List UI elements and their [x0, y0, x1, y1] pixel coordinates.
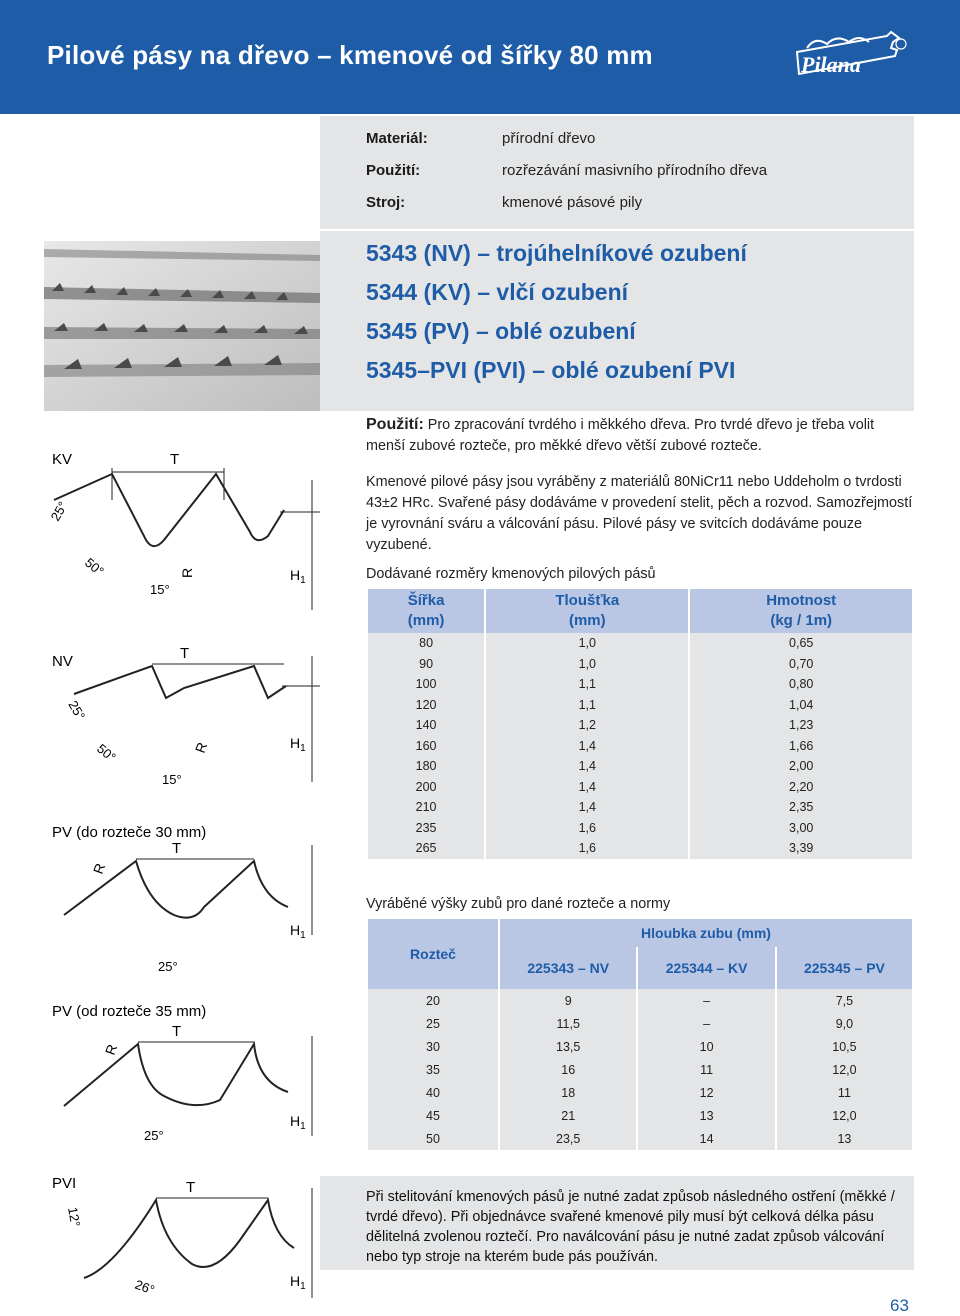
machine-label: Stroj:: [366, 194, 406, 211]
table-cell: 14: [699, 1131, 714, 1146]
material-value: přírodní dřevo: [502, 130, 596, 147]
kv-t-label: T: [170, 451, 180, 468]
table-cell: 3,00: [789, 820, 814, 835]
table-cell: 10: [699, 1039, 714, 1054]
product-line-pv: 5345 (PV) – oblé ozubení: [366, 318, 636, 344]
table-row: [368, 1104, 912, 1127]
table-cell: 3,39: [789, 841, 814, 856]
nv-angle-2: 50°: [94, 740, 119, 765]
usage-label: Použití:: [366, 416, 424, 433]
table-row: [368, 715, 912, 736]
table-cell: 0,80: [789, 677, 814, 692]
dimensions-table: [366, 589, 914, 859]
table-row: [368, 1081, 912, 1104]
table-cell: 25: [426, 1016, 440, 1031]
table1-caption: Dodávané rozměry kmenových pilových pásů: [366, 566, 656, 582]
table-cell: 12: [699, 1085, 714, 1100]
nv-t-label: T: [180, 645, 190, 662]
usage-text: Pro zpracování tvrdého i měkkého dřeva. Pro tvrdé dřevo je třeba volit menší zubové rozteče, pro měkké dřevo větší zubové rozteče.: [366, 417, 875, 454]
description-paragraph: Kmenové pilové pásy jsou vyráběny z materiálů 80NiCr11 nebo Uddeholm o tvrdosti 43±2 HRc. Svařené pásy dodáváme v provedení stelit, pěch a rozvod. Samozřejmostí je vyrovnání sváru a válcování pásu. Pilové pásy ve svitcích dodáváme pouze vyzubené.: [366, 474, 913, 553]
table-cell: 1,04: [789, 697, 814, 712]
table-cell: 13: [837, 1131, 852, 1146]
table-cell: 180: [415, 759, 437, 774]
table-cell: 13: [699, 1108, 714, 1123]
pv30-r-label: R: [89, 861, 109, 877]
table-cell: 1,0: [578, 636, 596, 651]
table-cell: 90: [419, 656, 434, 671]
usage-paragraph: [366, 414, 914, 457]
col-header-width: Šířka (mm): [368, 589, 484, 633]
nv-r-label: R: [191, 740, 211, 756]
table-cell: 35: [426, 1062, 440, 1077]
pv30-tooth-drawing: [44, 815, 320, 985]
table-cell: 1,2: [578, 718, 596, 733]
table-cell: 12,0: [832, 1062, 857, 1077]
table-cell: 10,5: [832, 1039, 857, 1054]
table-cell: 120: [415, 697, 437, 712]
col-header-weight: Hmotnost (kg / 1m): [690, 589, 912, 633]
col-header-thickness: Tloušťka (mm): [486, 589, 688, 633]
product-line-pvi: 5345–PVI (PVI) – oblé ozubení PVI: [366, 357, 736, 383]
table-cell: 20: [426, 993, 440, 1008]
table-row: [368, 818, 912, 839]
kv-r-label: R: [179, 567, 195, 578]
table-cell: 1,1: [578, 697, 596, 712]
table-cell: 30: [426, 1039, 440, 1054]
pv35-r-label: R: [101, 1042, 121, 1058]
note-text: Při stelitování kmenových pásů je nutné zadat způsob následného ostření (měkké / tvrdé dřevo). Při objednávce svařené kmenové pily musí být celková délka pásu dělitelná zvolenou roztečí. Pro naválcování pásu je nutné zadat způsob válcování nebo typ stroje na kterém bude pás používán.: [366, 1189, 895, 1265]
table-row: [368, 1035, 912, 1058]
pv30-angle-1: 25°: [158, 959, 178, 974]
col-header-depth: Hloubka zubu (mm): [500, 919, 912, 947]
table-row: [368, 756, 912, 777]
table-cell: 2,20: [789, 779, 814, 794]
table-cell: 210: [415, 800, 437, 815]
nv-angle-1: 25°: [65, 698, 89, 723]
dimensions-table-body: [368, 633, 912, 859]
table-row: [368, 1127, 912, 1150]
table-cell: 80: [419, 636, 434, 651]
pvi-angle-2: 26°: [132, 1276, 157, 1298]
page-title: Pilové pásy na dřevo – kmenové od šířky 80 mm: [47, 40, 653, 70]
pv35-h-label: $H_1$: [290, 1113, 306, 1132]
table-cell: 2,00: [789, 759, 814, 774]
table-cell: 11,5: [556, 1016, 580, 1031]
table-row: [368, 736, 912, 757]
table2-caption: Vyráběné výšky zubů pro dané rozteče a normy: [366, 896, 671, 912]
pvi-tooth-drawing: [44, 1168, 320, 1308]
kv-angle-3: 15°: [150, 582, 170, 597]
tooth-depth-table-body: [368, 989, 912, 1150]
table-cell: –: [703, 1016, 711, 1031]
table-cell: 1,66: [789, 738, 814, 753]
table-row: [368, 1012, 912, 1035]
table-cell: 1,1: [578, 677, 596, 692]
table-row: [368, 797, 912, 818]
table-cell: 21: [561, 1108, 576, 1123]
logo-text: Pilana: [801, 52, 861, 77]
table-cell: 100: [415, 677, 437, 692]
table-cell: –: [703, 993, 711, 1008]
table-cell: 12,0: [832, 1108, 857, 1123]
pv30-t-label: T: [172, 840, 182, 857]
pv35-angle-1: 25°: [144, 1128, 164, 1143]
tooth-depth-table: [366, 919, 914, 1150]
table-cell: 0,65: [789, 636, 814, 651]
saw-blade-photo: [44, 241, 320, 411]
table-cell: 1,4: [578, 738, 596, 753]
nv-angle-3: 15°: [162, 772, 182, 787]
table-row: [368, 654, 912, 675]
table-cell: 1,23: [789, 718, 814, 733]
kv-h-label: $H_1$: [290, 567, 306, 586]
kv-angle-1: 25°: [47, 498, 71, 524]
pvi-h-label: $H_1$: [290, 1273, 306, 1292]
nv-h-label: $H_1$: [290, 735, 306, 754]
col-header-kv: 225344 – KV: [638, 947, 774, 989]
product-line-kv: 5344 (KV) – vlčí ozubení: [366, 279, 629, 305]
pvi-angle-1: 12°: [65, 1205, 84, 1228]
table-cell: 140: [415, 718, 437, 733]
nv-label: NV: [52, 653, 73, 670]
table-cell: 0,70: [789, 656, 814, 671]
pvi-t-label: T: [186, 1179, 196, 1196]
table-row: [368, 838, 912, 859]
table-cell: 9,0: [835, 1016, 854, 1031]
table-cell: 1,0: [578, 656, 596, 671]
page-number: 63: [890, 1296, 909, 1315]
table-cell: 45: [426, 1108, 440, 1123]
table-cell: 265: [415, 841, 437, 856]
use-label: Použití:: [366, 162, 421, 179]
kv-tooth-drawing: [44, 440, 320, 640]
table-cell: 235: [415, 820, 437, 835]
col-header-pv: 225345 – PV: [777, 947, 912, 989]
table-cell: 1,6: [578, 820, 596, 835]
table-cell: 1,6: [578, 841, 596, 856]
table-row: [368, 633, 912, 654]
pv30-label: PV (do rozteče 30 mm): [52, 824, 207, 841]
material-label: Materiál:: [366, 130, 428, 147]
table-cell: 160: [415, 738, 437, 753]
table-cell: 1,4: [578, 779, 596, 794]
table-row: [368, 1058, 912, 1081]
pv30-h-label: $H_1$: [290, 922, 306, 941]
kv-angle-2: 50°: [82, 554, 107, 579]
col-header-nv: 225343 – NV: [500, 947, 636, 989]
table-row: [368, 695, 912, 716]
table-cell: 1,4: [578, 800, 596, 815]
pvi-label: PVI: [52, 1175, 77, 1192]
use-value: rozřezávání masivního přírodního dřeva: [502, 162, 768, 179]
table-cell: 40: [426, 1085, 440, 1100]
table-cell: 13,5: [556, 1039, 581, 1054]
machine-value: kmenové pásové pily: [502, 194, 643, 211]
table-cell: 2,35: [789, 800, 814, 815]
table-row: [368, 674, 912, 695]
table-cell: 9: [564, 993, 572, 1008]
table-cell: 7,5: [835, 993, 854, 1008]
pv35-t-label: T: [172, 1023, 182, 1040]
table-cell: 200: [415, 779, 437, 794]
table-cell: 23,5: [556, 1131, 581, 1146]
table-cell: 16: [561, 1062, 576, 1077]
table-cell: 11: [700, 1062, 714, 1077]
table-cell: 1,4: [578, 759, 596, 774]
product-line-nv: 5343 (NV) – trojúhelníkové ozubení: [366, 240, 747, 266]
table-row: [368, 777, 912, 798]
table-cell: 50: [426, 1131, 440, 1146]
table-row: [368, 989, 912, 1012]
pv35-tooth-drawing: [44, 996, 320, 1156]
nv-tooth-drawing: [44, 642, 320, 802]
col-header-pitch: Rozteč: [368, 919, 498, 989]
pv35-label: PV (od rozteče 35 mm): [52, 1003, 207, 1020]
kv-label: KV: [52, 451, 73, 468]
table-cell: 11: [837, 1085, 851, 1100]
table-cell: 18: [561, 1085, 576, 1100]
